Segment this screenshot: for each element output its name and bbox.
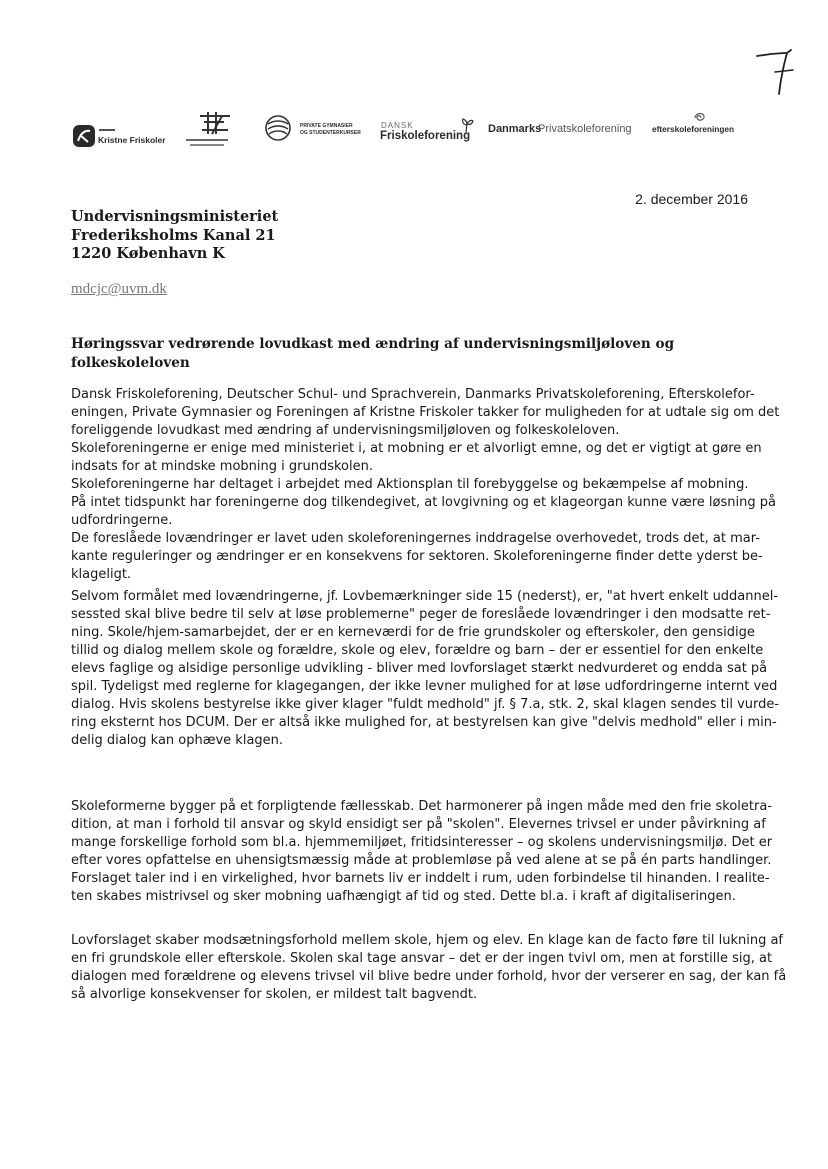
text-line: Dansk Friskoleforening, Deutscher Schul- und Sprachverein, Danmarks Privatskoleforening, Efterskolefor- <box>71 387 755 402</box>
text-line: sessted skal blive bedre til selv at løse problemerne" peger de foreslåede lovændringer i den modsatte ret- <box>71 607 771 622</box>
paragraph-1 <box>71 386 780 584</box>
paragraph-4 <box>71 932 787 1004</box>
text-line: eningen, Private Gymnasier og Foreningen af Kristne Friskoler takker for muligheden for at udtale sig om det <box>71 405 780 420</box>
danmarks-label: Danmarks <box>488 123 542 135</box>
letter-heading <box>71 335 711 373</box>
page-number-seven-drawing <box>751 38 799 96</box>
text-line: delig dialog kan ophæve klagen. <box>71 733 284 748</box>
text-line: Skoleformerne bygger på et forpligtende fællesskab. Det harmonerer på ingen måde med den frie skoletra- <box>71 799 773 814</box>
text-line: efter vores opfattelse en uhensigtsmæssig måde at problemløse på ved alene at se på én parts handlinger. <box>71 853 772 868</box>
text-line: foreliggende lovudkast med ændring af undervisningsmiljøloven og folkeskoleloven. <box>71 423 620 438</box>
dansk-label: DANSK <box>381 121 414 130</box>
text-line: så alvorlige konsekvenser for skolen, er mildest talt bagvendt. <box>71 987 478 1002</box>
swirl-icon <box>692 110 708 124</box>
private-gymnasier-text <box>300 123 361 137</box>
letter-date: 2. december 2016 <box>635 191 748 207</box>
text-line: klageligt. <box>71 567 132 582</box>
private-gymnasier-logo <box>264 108 359 153</box>
text-line: spil. Tydeligst med reglerne for klagegangen, der ikke levner mulighed for at løse udfordringerne internt ved <box>71 679 778 694</box>
kristne-friskoler-logo <box>72 108 172 153</box>
dansk-friskoleforening-logo <box>380 108 480 153</box>
text-line: På intet tidspunkt har foreningerne dog tilkendegivet, at lovgivning og et klageorgan kunne være løsning på <box>71 495 776 510</box>
text-line: Skoleforeningerne har deltaget i arbejdet med Aktionsplan til forebyggelse og bekæmpelse af mobning. <box>71 477 749 492</box>
text-line: dition, at man i forhold til ansvar og skyld ensidigt ser på "skolen". Elevernes trivsel er under påvirkning af <box>71 817 766 832</box>
handwritten-page-number <box>751 38 799 96</box>
heading-line-1: Høringssvar vedrørende lovudkast med ændring af undervisningsmiljøloven og <box>71 336 675 352</box>
deutscher-schulverein-logo <box>184 108 264 153</box>
recipient-line-1: Undervisningsministeriet <box>71 208 279 225</box>
kristne-friskoler-label: Kristne Friskoler <box>98 135 166 145</box>
danmarks-privatskoleforening-logo <box>487 108 632 153</box>
text-line: Forslaget taler ind i en virkelighed, hvor barnets liv er inddelt i rum, uden forbindelse til hinanden. I realite- <box>71 871 770 886</box>
text-line: dialogen med forældrene og elevens trivsel vil blive bedre under forhold, hvor der verserer en sag, der kan få <box>71 969 787 984</box>
text-line: udfordringerne. <box>71 513 173 528</box>
private-gymnasier-line2: OG STUDENTERKURSER <box>300 130 361 136</box>
recipient-email-link[interactable]: mdcjc@uvm.dk <box>71 281 167 297</box>
recipient-line-2: Frederiksholms Kanal 21 <box>71 226 276 244</box>
privatskoleforening-label: Privatskoleforening <box>538 123 632 135</box>
friskoleforening-label: Friskoleforening <box>380 130 471 142</box>
efterskoleforeningen-logo <box>650 108 750 153</box>
sprout-icon <box>460 116 474 134</box>
text-line: Lovforslaget skaber modsætningsforhold mellem skole, hjem og elev. En klage kan de facto føre til lukning af <box>71 933 784 948</box>
text-line: ten skabes mistrivsel og sker mobning uafhængigt af tid og sted. Dette bl.a. i kraft af digitaliseringen. <box>71 889 736 904</box>
text-line: tillid og dialog mellem skole og forældre, skole og elev, forældre og barn – der er essentiel for den enkelte <box>71 643 764 658</box>
text-line: indsats for at mindske mobning i grundskolen. <box>71 459 373 474</box>
recipient-line-3: 1220 København K <box>71 245 225 262</box>
text-line: Selvom formålet med lovændringerne, jf. Lovbemærkninger side 15 (nederst), er, "at hvert enkelt uddannel- <box>71 589 779 604</box>
organization-logos <box>72 108 752 153</box>
text-line: De foreslåede lovændringer er lavet uden skoleforeningernes inddragelse overhovedet, trods det, at mar- <box>71 531 760 546</box>
efterskoleforeningen-label: efterskoleforeningen <box>652 124 735 134</box>
text-line: ring eksternt hos DCUM. Der er altså ikke mulighed for, at bestyrelsen kan give "delvis medhold" eller i min- <box>71 715 777 730</box>
text-line: elevs faglige og alsidige personlige udvikling - bliver med lovforslaget stærkt nedvurderet og endda sat på <box>71 661 768 676</box>
heading-line-2: folkeskoleloven <box>71 355 190 371</box>
text-line: Skoleforeningerne er enige med ministeriet i, at mobning er et alvorligt emne, og det er vigtigt at gøre en <box>71 441 762 456</box>
text-line: en fri grundskole eller efterskole. Skolen skal tage ansvar – det er der ingen tvivl om, men at forstille sig, at <box>71 951 773 966</box>
text-line: kante reguleringer og ændringer er en konsekvens for sektoren. Skoleforeningerne finder dette yderst be- <box>71 549 763 564</box>
paragraph-2 <box>71 588 780 750</box>
private-gymnasier-line1: PRIVATE GYMNASIER <box>300 123 353 129</box>
text-line: ning. Skole/hjem-samarbejdet, der er en kerneværdi for de frie grundskoler og efterskoler, den gensidige <box>71 625 755 640</box>
text-line: dialog. Hvis skolens bestyrelse ikke giver klager "fuldt medhold" jf. § 7.a, stk. 2, skal klagen sendes til vurde- <box>71 697 780 712</box>
paragraph-3 <box>71 798 773 906</box>
recipient-address <box>71 208 278 264</box>
text-line: mange forskellige forhold som bl.a. hjemmemiljøet, fritidsinteresser – og skolens undervisningsmiljø. Det er <box>71 835 773 850</box>
